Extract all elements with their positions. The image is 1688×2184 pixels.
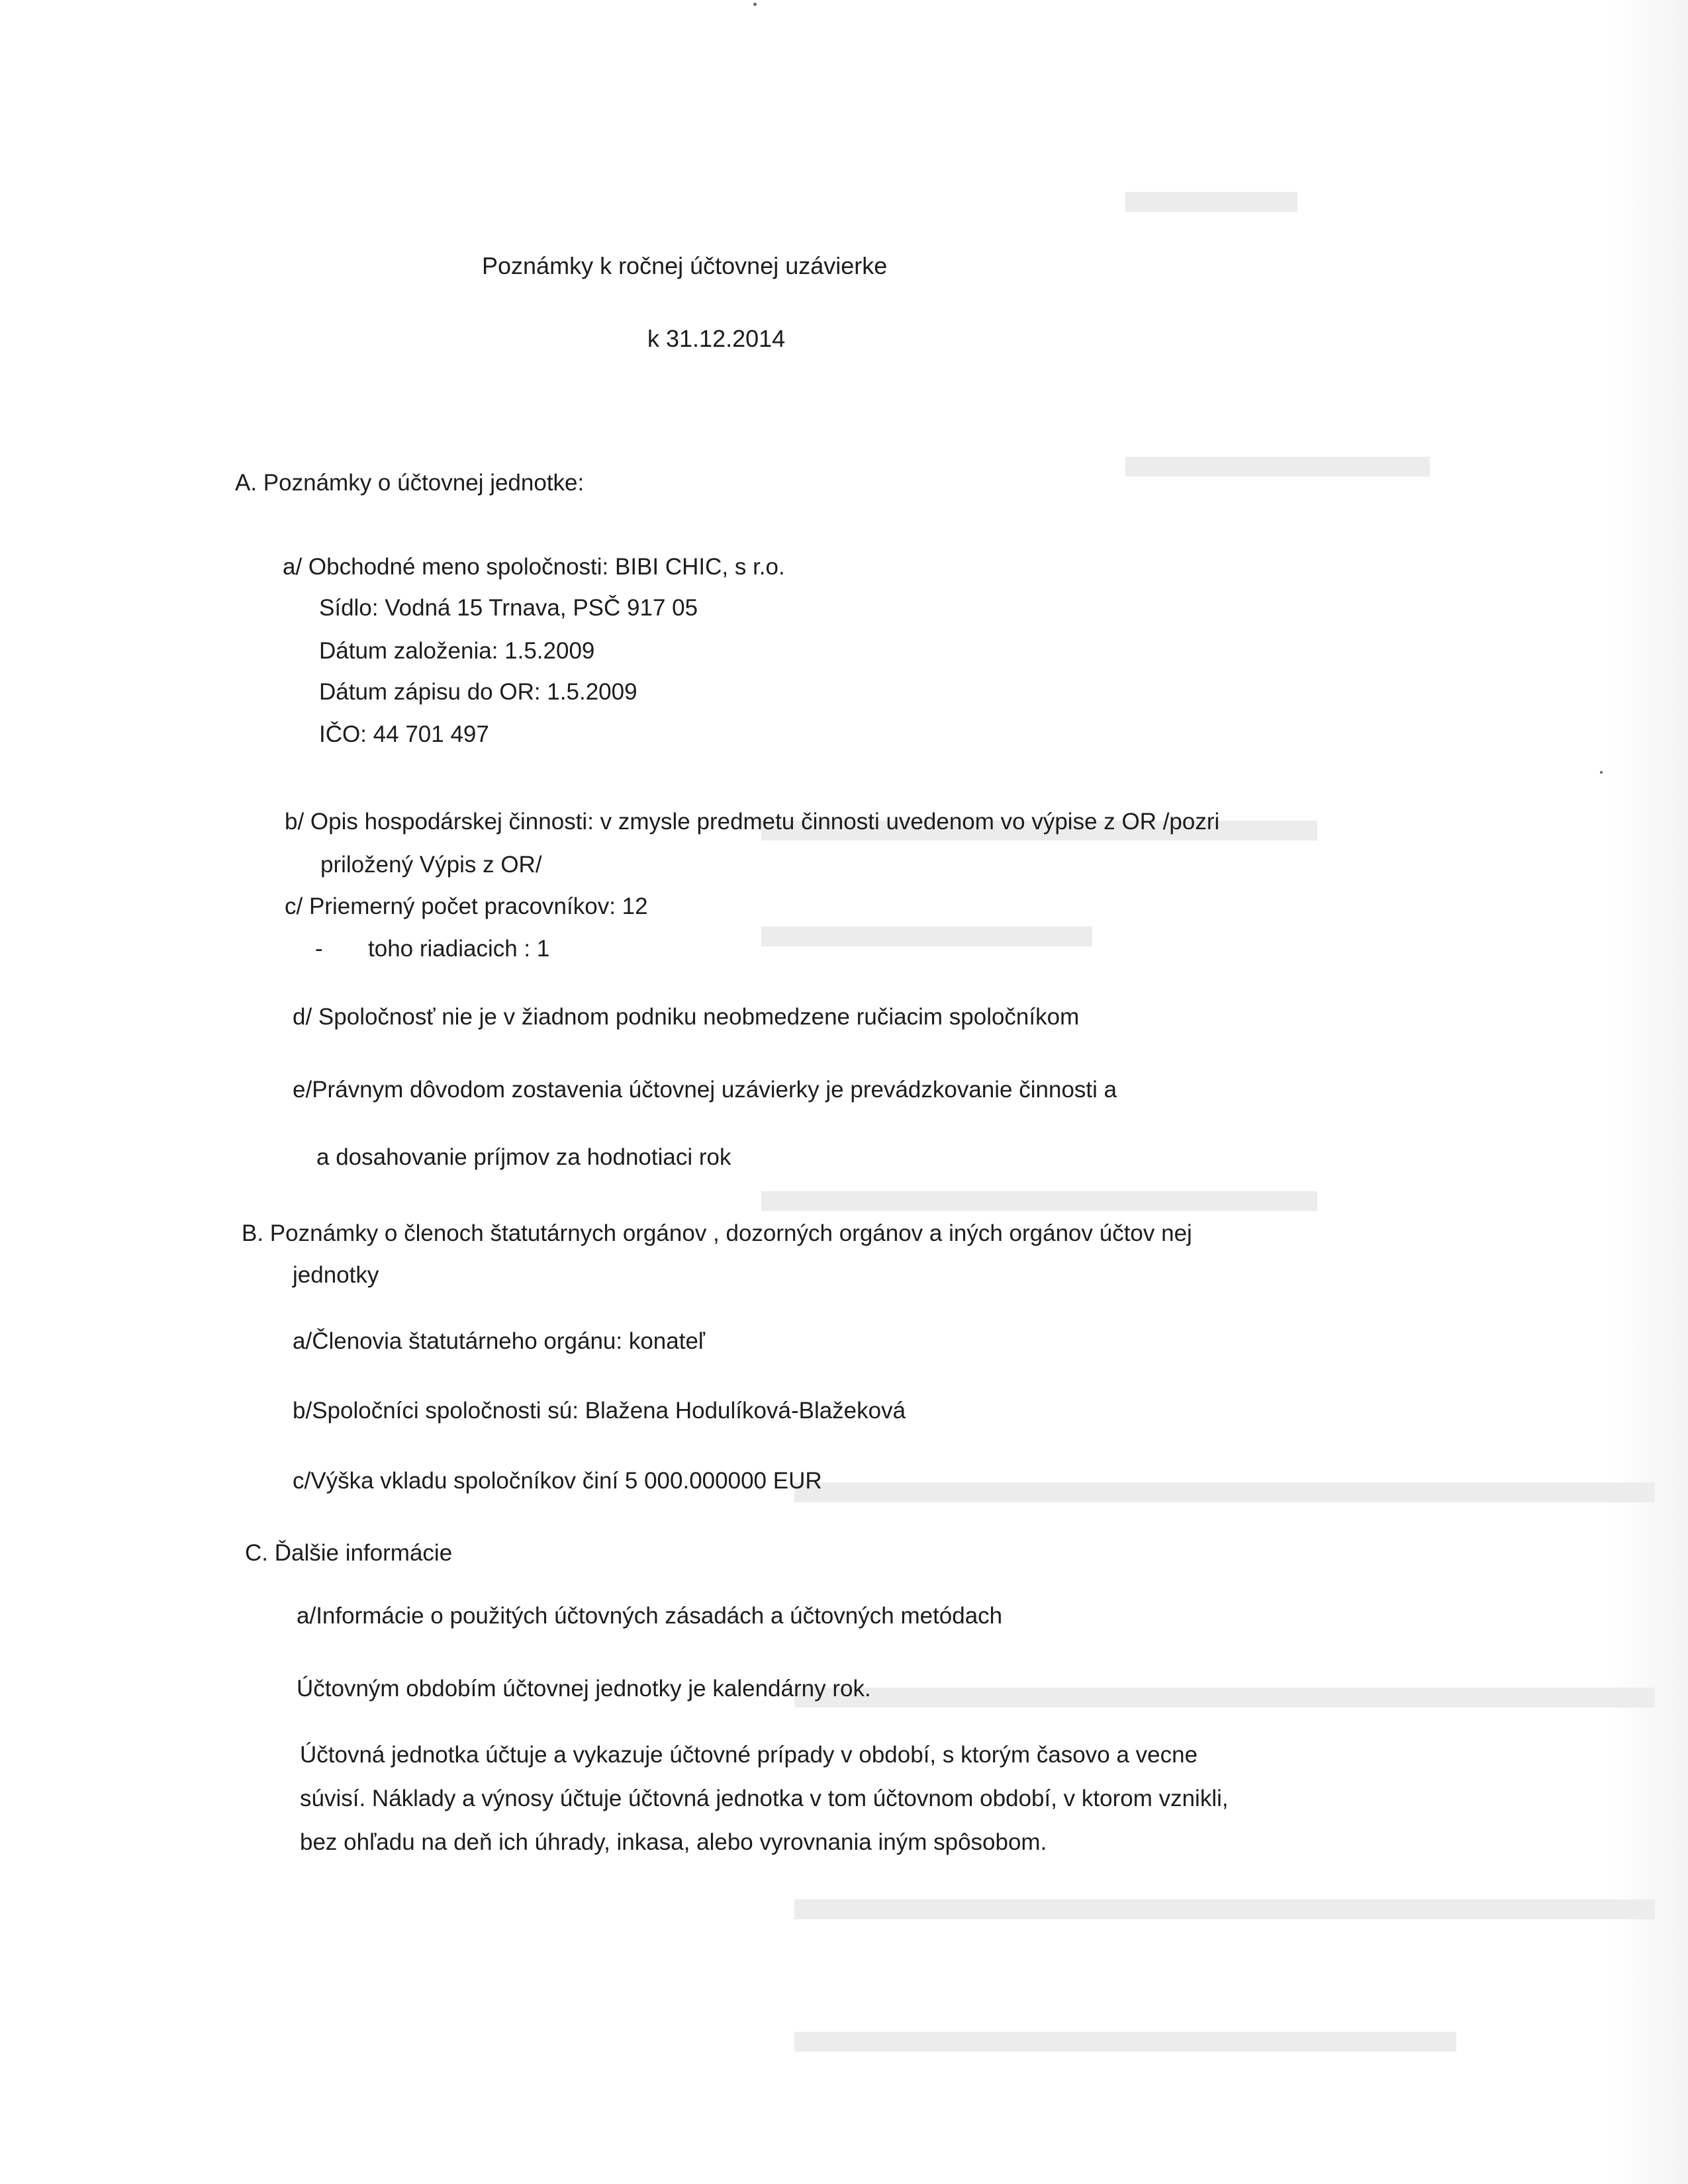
section-c-heading: C. Ďalšie informácie bbox=[245, 1540, 453, 1566]
dash-bullet: - bbox=[315, 936, 323, 962]
section-b-heading: B. Poznámky o členoch štatutárnych orgánov , dozorných orgánov a iných orgánov účtov nej bbox=[242, 1220, 1192, 1246]
document-date: k 31.12.2014 bbox=[647, 325, 786, 352]
founding-date-line: Dátum založenia: 1.5.2009 bbox=[319, 638, 595, 664]
business-activity-line: b/ Opis hospodárskej činnosti: v zmysle predmetu činnosti uvedenom vo výpise z OR /pozri bbox=[285, 809, 1220, 835]
capital-contribution-line: c/Výška vkladu spoločníkov činí 5 000.000000 EUR bbox=[293, 1468, 822, 1494]
business-activity-line-2: priložený Výpis z OR/ bbox=[320, 852, 542, 878]
scan-speck bbox=[1600, 771, 1603, 774]
liability-statement: d/ Spoločnosť nie je v žiadnom podniku neobmedzene ručiacim spoločníkom bbox=[293, 1004, 1080, 1030]
scan-speck bbox=[753, 3, 757, 6]
accounting-period-paragraph: Účtovným obdobím účtovnej jednotky je kalendárny rok. bbox=[297, 1676, 871, 1702]
accrual-paragraph-line-1: Účtovná jednotka účtuje a vykazuje účtovné prípady v období, s ktorým časovo a vecne bbox=[300, 1742, 1198, 1768]
accrual-paragraph-line-2: súvisí. Náklady a výnosy účtuje účtovná jednotka v tom účtovnom období, v ktorom vznikli, bbox=[300, 1786, 1229, 1811]
legal-reason-line: e/Právnym dôvodom zostavenia účtovnej uzávierky je prevádzkovanie činnosti a bbox=[293, 1077, 1117, 1103]
employee-count-line: c/ Priemerný počet pracovníkov: 12 bbox=[285, 893, 648, 919]
registration-date-line: Dátum zápisu do OR: 1.5.2009 bbox=[319, 679, 637, 705]
accrual-paragraph-line-3: bez ohľadu na deň ich úhrady, inkasa, alebo vyrovnania iným spôsobom. bbox=[300, 1829, 1047, 1855]
managers-count-line: toho riadiacich : 1 bbox=[368, 936, 550, 962]
accounting-principles-line: a/Informácie o použitých účtovných zásadách a účtovných metódach bbox=[297, 1603, 1003, 1629]
registered-office-line: Sídlo: Vodná 15 Trnava, PSČ 917 05 bbox=[319, 595, 698, 621]
company-name-line: a/ Obchodné meno spoločnosti: BIBI CHIC, s r.o. bbox=[283, 554, 785, 580]
document-title: Poznámky k ročnej účtovnej uzávierke bbox=[482, 252, 888, 279]
company-id-line: IČO: 44 701 497 bbox=[319, 721, 489, 747]
legal-reason-line-2: a dosahovanie príjmov za hodnotiaci rok bbox=[316, 1144, 731, 1170]
section-b-heading-line-2: jednotky bbox=[293, 1262, 379, 1288]
shareholders-line: b/Spoločníci spoločnosti sú: Blažena Hodulíková-Blažeková bbox=[293, 1398, 906, 1424]
section-a-heading: A. Poznámky o účtovnej jednotke: bbox=[235, 470, 585, 496]
statutory-body-line: a/Členovia štatutárneho orgánu: konateľ bbox=[293, 1328, 706, 1354]
scan-edge-shadow bbox=[1609, 0, 1688, 2184]
